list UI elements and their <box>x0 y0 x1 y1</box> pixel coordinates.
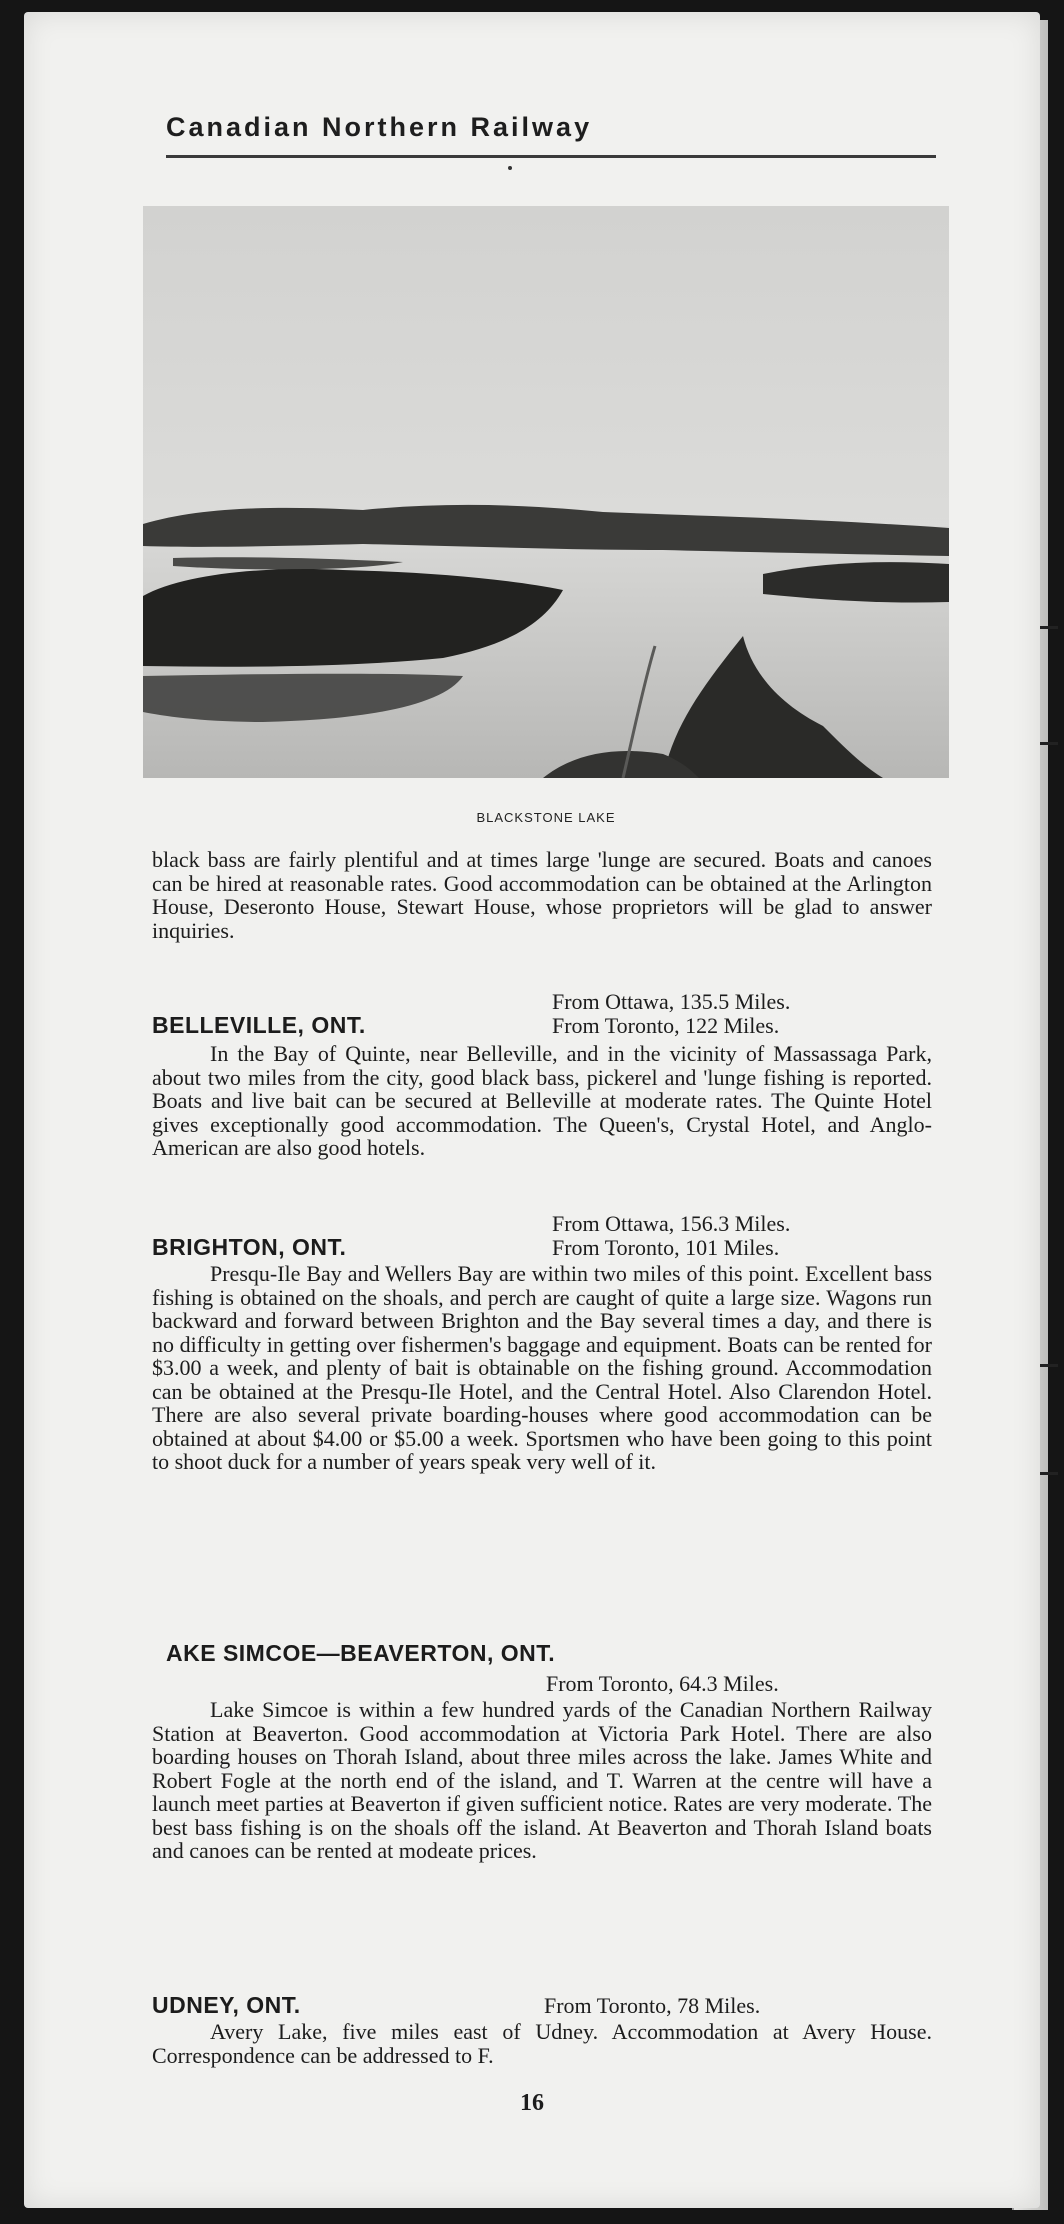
brighton-distance-toronto: From Toronto, 101 Miles. <box>552 1235 780 1260</box>
udney-distance-toronto: From Toronto, 78 Miles. <box>544 1993 761 2018</box>
belleville-body: In the Bay of Quinte, near Belleville, and in the vicinity of Massassaga Park, about two miles from the city, good black bass, pickerel and 'lunge fishing is reported. Boats and live bait can be secured at Belleville at moderate rates. The Quinte Hotel gives exceptionally good accommodation. The Queen's, Crystal Hotel, and Anglo-American are also good hotels. <box>152 1041 932 1160</box>
blackstone-lake-photo <box>143 206 949 778</box>
belleville-distance-toronto: From Toronto, 122 Miles. <box>552 1013 780 1038</box>
belleville-distance-ottawa: From Ottawa, 135.5 Miles. <box>552 989 791 1014</box>
udney-body: Avery Lake, five miles east of Udney. Accommodation at Avery House. Correspondence can be addressed to F. <box>152 2019 932 2068</box>
intro-paragraph-block <box>152 848 932 942</box>
belleville-body-block <box>152 1042 932 1160</box>
beaverton-distance-toronto: From Toronto, 64.3 Miles. <box>546 1671 779 1696</box>
brighton-body-block <box>152 1262 932 1474</box>
udney-body-block <box>152 2020 932 2067</box>
udney-heading: UDNEY, ONT. <box>152 1992 301 2018</box>
header-rule <box>166 155 936 158</box>
brighton-body: Presqu-Ile Bay and Wellers Bay are within two miles of this point. Excellent bass fishing is obtained on the shoals, and perch are caught of quite a large size. Wagons run backward and forward between Brighton and the Bay several times a day, and there is no difficulty in getting over fishermen's baggage and equipment. Boats can be rented for $3.00 a week, and plenty of bait is obtainable on the fishing ground. Accommodation can be obtained at the Presqu-Ile Hotel, and the Central Hotel. Also Clarendon Hotel. There are also several private boarding-houses where good accommodation can be obtained at about $4.00 or $5.00 a week. Sportsmen who have been going to this point to shoot duck for a number of years speak very well of it. <box>152 1261 932 1474</box>
running-head: Canadian Northern Railway <box>166 112 593 142</box>
intro-paragraph: black bass are fairly plentiful and at times large 'lunge are secured. Boats and canoes can be hired at reasonable rates. Good accommodation can be obtained at the Arlington House, Deseronto House, Stewart House, whose proprietors will be glad to answer inquiries. <box>152 847 932 943</box>
photo-caption: BLACKSTONE LAKE <box>476 810 616 825</box>
page-number: 16 <box>520 2090 544 2116</box>
brighton-distance-ottawa: From Ottawa, 156.3 Miles. <box>552 1211 791 1236</box>
lake-landscape-image <box>143 206 949 778</box>
belleville-heading: BELLEVILLE, ONT. <box>152 1012 366 1038</box>
header-ornament-dot <box>508 166 512 170</box>
beaverton-body: Lake Simcoe is within a few hundred yards of the Canadian Northern Railway Station at Beaverton. Good accommodation at Victoria Park Hotel. There are also boarding houses on Thorah Island, about three miles across the lake. James White and Robert Fogle at the north end of the island, and T. Warren at the centre will have a launch meet parties at Beaverton if given sufficient notice. Rates are very moderate. The best bass fishing is on the shoals off the island. At Beaverton and Thorah Island boats and canoes can be rented at modeate prices. <box>152 1697 932 1863</box>
beaverton-body-block <box>152 1698 932 1863</box>
beaverton-heading: AKE SIMCOE—BEAVERTON, ONT. <box>166 1640 556 1666</box>
brighton-heading: BRIGHTON, ONT. <box>152 1234 347 1260</box>
